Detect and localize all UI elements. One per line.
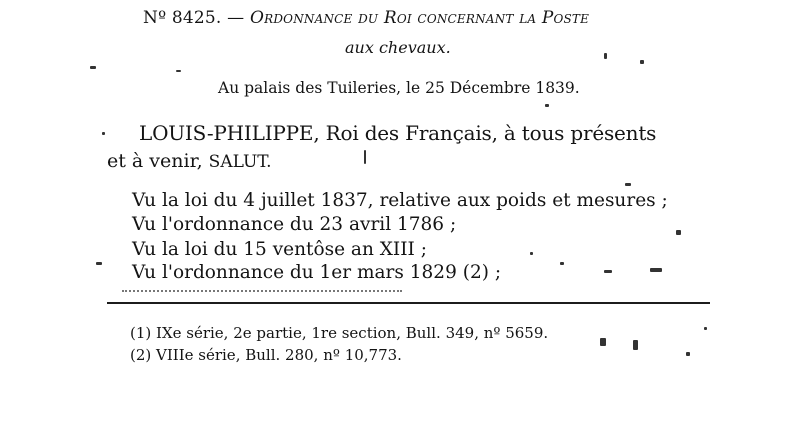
footnote-1: (1) IXe série, 2e partie, 1re section, Bull. 349, nº 5659. bbox=[130, 324, 549, 342]
footnote-rule bbox=[107, 302, 710, 304]
bleed-through-dots bbox=[122, 290, 402, 294]
opening-line2-text: et à venir, bbox=[107, 150, 203, 172]
scan-speck bbox=[604, 270, 612, 273]
scan-speck bbox=[560, 262, 564, 265]
scan-speck bbox=[90, 66, 96, 69]
scan-speck bbox=[650, 268, 662, 272]
salut-word: SALUT. bbox=[208, 152, 272, 172]
scan-speck bbox=[686, 352, 690, 356]
dateline: Au palais des Tuileries, le 25 Décembre 1839. bbox=[218, 79, 580, 97]
ordinance-title-text: Ordonnance du Roi concernant la Poste bbox=[249, 8, 590, 28]
opening-line1: LOUIS-PHILIPPE, Roi des Français, à tous présents bbox=[139, 121, 657, 145]
visa-line-1: Vu la loi du 4 juillet 1837, relative aux poids et mesures ; bbox=[132, 190, 668, 211]
visa-line-4: Vu l'ordonnance du 1er mars 1829 (2) ; bbox=[132, 262, 502, 283]
scan-speck bbox=[545, 104, 549, 107]
ordinance-title-line2: aux chevaux. bbox=[345, 38, 451, 57]
visa-line-3: Vu la loi du 15 ventôse an XIII ; bbox=[132, 239, 427, 260]
ordinance-title-line1 bbox=[143, 10, 589, 27]
scan-speck bbox=[604, 53, 607, 59]
scan-speck bbox=[102, 132, 105, 135]
scan-speck bbox=[600, 338, 606, 346]
title-dash: — bbox=[227, 8, 245, 28]
ordinance-number: Nº 8425. bbox=[143, 8, 222, 28]
scan-speck bbox=[640, 60, 644, 64]
scan-speck bbox=[364, 150, 366, 164]
scan-speck bbox=[176, 70, 181, 72]
scan-speck bbox=[676, 230, 681, 235]
scan-speck bbox=[96, 262, 102, 265]
visa-line-2: Vu l'ordonnance du 23 avril 1786 ; bbox=[132, 214, 457, 235]
opening-line2 bbox=[107, 152, 272, 171]
scan-speck bbox=[704, 327, 707, 330]
footnote-2: (2) VIIIe série, Bull. 280, nº 10,773. bbox=[130, 346, 402, 364]
scan-speck bbox=[530, 252, 533, 255]
scan-speck bbox=[625, 183, 631, 186]
scan-speck bbox=[633, 340, 638, 350]
